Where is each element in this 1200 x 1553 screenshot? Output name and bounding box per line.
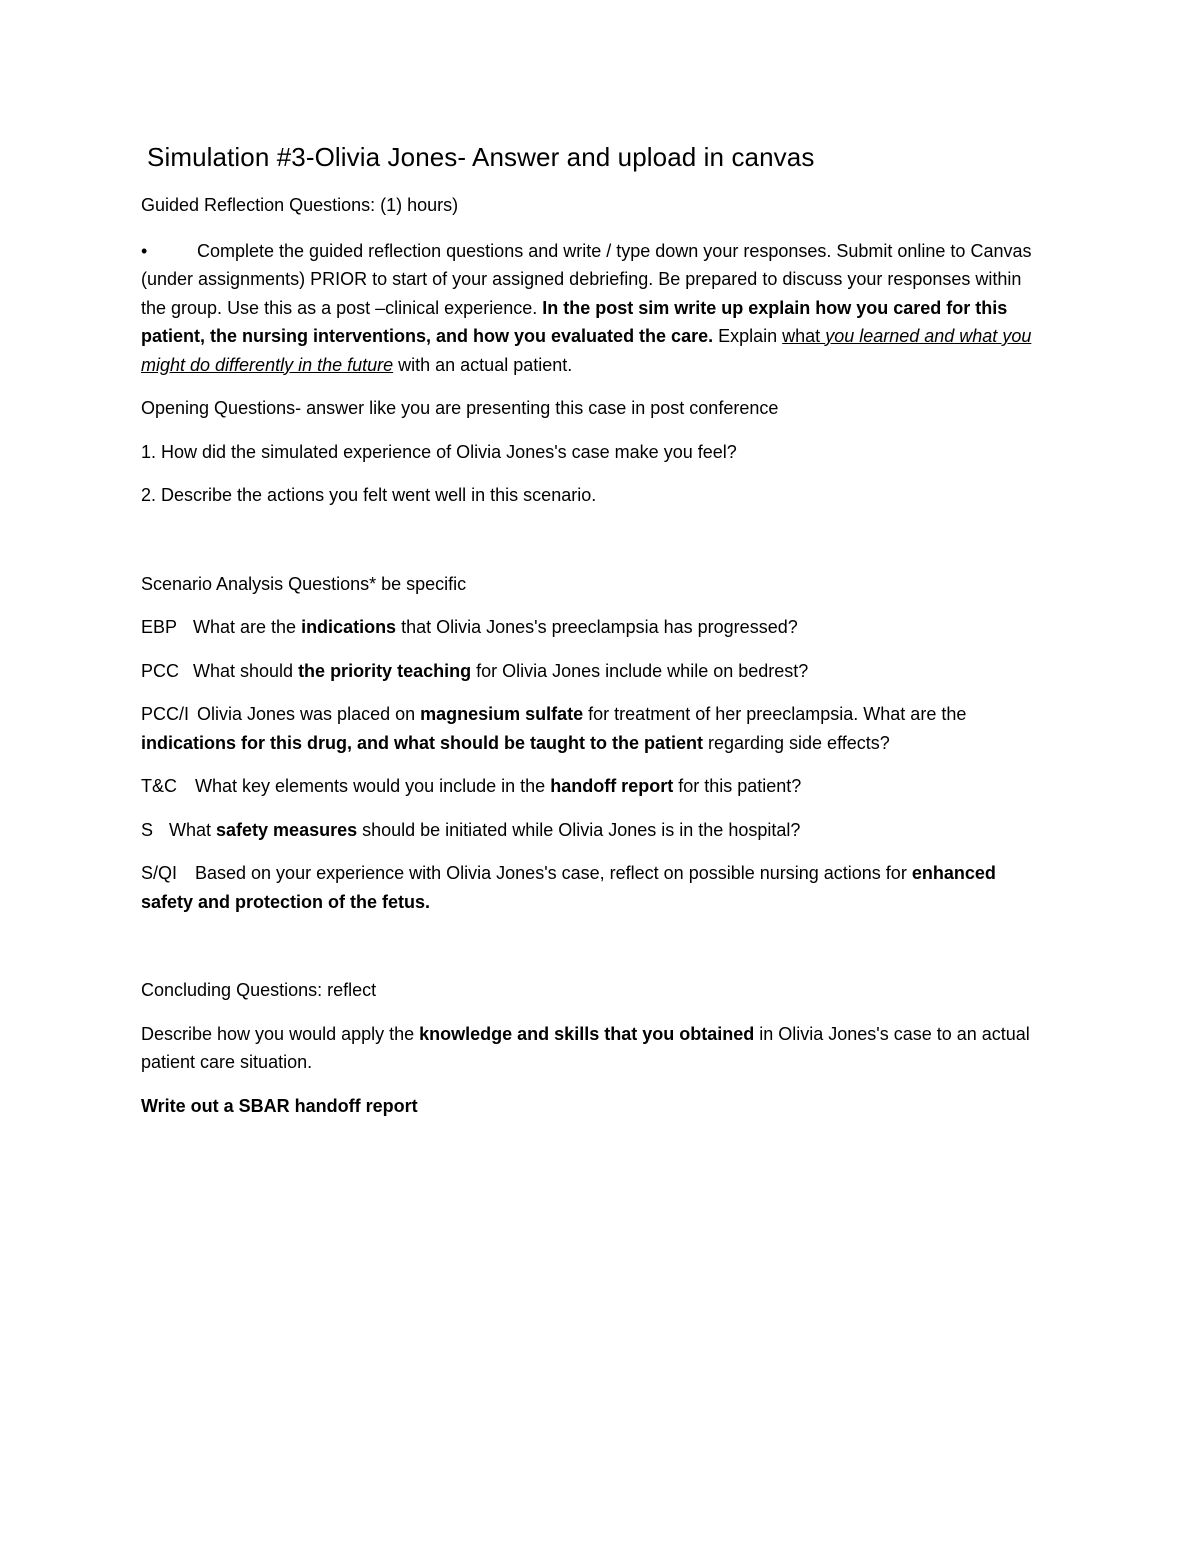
question-bold-text: indications for this drug, and what should be taught to the patient [141, 732, 703, 753]
opening-question-2: 2. Describe the actions you felt went well in this scenario. [141, 485, 597, 505]
instructions-bold-text: In the post sim write up explain how you cared for this patient, the nursing interventions, and how you evaluated the care. [141, 297, 1008, 346]
instructions-closing-text: with an actual patient. [393, 354, 573, 375]
page-title: Simulation #3-Olivia Jones- Answer and upload in canvas [147, 142, 815, 172]
scenario-question-pcc [141, 657, 1051, 686]
scenario-question-ebp [141, 613, 1051, 642]
sbar-instruction: Write out a SBAR handoff report [141, 1095, 418, 1116]
opening-questions-heading: Opening Questions- answer like you are presenting this case in post conference [141, 398, 779, 418]
question-bold-text: enhanced safety and protection of the fetus. [141, 863, 996, 912]
question-text: Based on your experience with Olivia Jones's case, reflect on possible nursing actions for [195, 863, 912, 883]
document-body [141, 140, 1051, 1120]
scenario-question-pcci [141, 700, 1051, 757]
question-text: for Olivia Jones include while on bedrest? [471, 660, 809, 681]
question-bold-text: knowledge and skills that you obtained [419, 1023, 755, 1044]
question-text: in Olivia Jones's case to an actual patient care situation. [141, 1023, 1030, 1072]
question-text: should be initiated while Olivia Jones is in the hospital? [357, 819, 801, 840]
question-bold-text: the priority teaching [298, 660, 472, 681]
question-text: Describe how you would apply the [141, 1023, 420, 1044]
question-code: S/QI [141, 863, 178, 883]
question-text: for this patient? [673, 776, 802, 796]
question-text: What should [193, 660, 299, 681]
question-code: S [141, 819, 154, 840]
question-bold-text: safety measures [216, 819, 358, 840]
concluding-question [141, 1020, 1051, 1077]
opening-question-1: 1. How did the simulated experience of Olivia Jones's case make you feel? [141, 441, 737, 462]
question-text: regarding side effects? [702, 732, 890, 753]
instructions-bullet [141, 237, 1051, 380]
question-bold-text: handoff report [550, 776, 674, 796]
question-text: What are the [193, 617, 302, 637]
scenario-question-sqi [141, 859, 1051, 916]
question-bold-text: magnesium sulfate [420, 704, 584, 724]
concluding-questions-heading: Concluding Questions: reflect [141, 980, 377, 1000]
instructions-italic-underline-text: you learned and what you might do differently in the future [141, 326, 1032, 375]
question-text: Olivia Jones was placed on [197, 704, 421, 724]
instructions-underline-text: what [782, 326, 826, 346]
instructions-text: Complete the guided reflection questions and write / type down your responses. Submit online to Canvas (under assignments) PRIOR to start of your assigned debriefing. Be prepared to discuss your responses within the group. Use this as a post –clinical experience. [141, 240, 1032, 318]
question-code: EBP [141, 617, 178, 637]
question-code: PCC/I [141, 704, 190, 724]
question-code: PCC [141, 660, 180, 681]
instructions-explain-text: Explain [713, 326, 783, 346]
question-text: What key elements would you include in the [195, 776, 551, 796]
question-text: for treatment of her preeclampsia. What are the [583, 704, 967, 724]
scenario-question-s [141, 816, 1051, 845]
question-code: T&C [141, 776, 177, 796]
bullet-icon: • [141, 240, 148, 261]
scenario-analysis-heading: Scenario Analysis Questions* be specific [141, 573, 467, 594]
question-text: that Olivia Jones's preeclampsia has progressed? [396, 617, 798, 637]
question-bold-text: indications [301, 617, 397, 637]
question-text: What [169, 819, 217, 840]
scenario-question-tc [141, 772, 1051, 801]
guided-reflection-heading: Guided Reflection Questions: (1) hours) [141, 195, 459, 215]
